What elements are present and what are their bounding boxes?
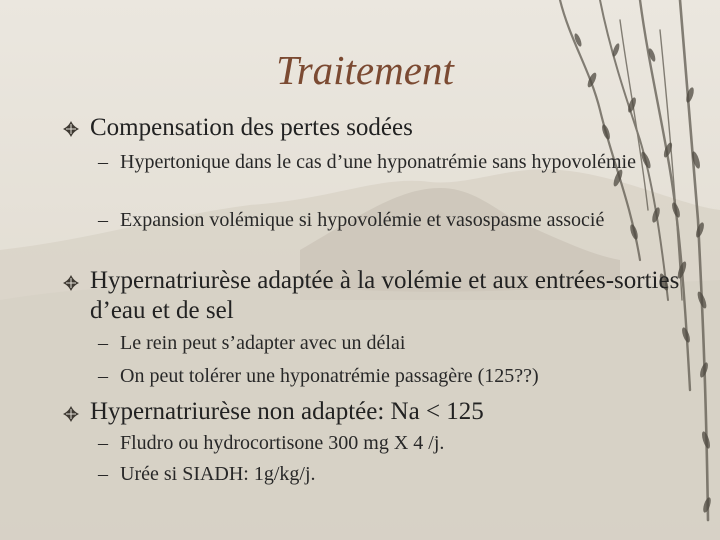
sub-item-1-2 [98,209,658,231]
dash-marker: – [98,432,108,454]
bullet-item-1: Compensation des pertes sodées [90,114,413,141]
sub-item-text: Le rein peut s’adapter avec un délai [120,332,406,354]
dash-marker: – [98,365,108,387]
bullet-diamond-icon [60,403,82,425]
sub-item-text: Fludro ou hydrocortisone 300 mg X 4 /j. [120,432,445,454]
sub-item-text: Expansion volémique si hypovolémie et vasospasme associé [120,209,605,231]
sub-item-1-1 [98,151,658,173]
sub-item-text: On peut tolérer une hyponatrémie passagère (125??) [120,365,539,387]
slide-title: Traitement [276,47,454,93]
dash-marker: – [98,332,108,354]
sub-item-3-2 [98,463,658,485]
sub-item-text: Urée si SIADH: 1g/kg/j. [120,463,316,485]
sub-item-2-2 [98,365,658,387]
sub-item-2-1 [98,332,658,354]
bullet-diamond-icon [60,272,82,294]
bullet-item-2: Hypernatriurèse adaptée à la volémie et aux entrées-sorties d’eau et de sel [90,267,680,324]
sub-item-3-1 [98,432,658,454]
sub-item-text: Hypertonique dans le cas d’une hyponatrémie sans hypovolémie [120,151,636,173]
dash-marker: – [98,463,108,485]
bullet-item-3: Hypernatriurèse non adaptée: Na < 125 [90,398,484,425]
dash-marker: – [98,209,108,231]
dash-marker: – [98,151,108,173]
bullet-diamond-icon [60,118,82,140]
